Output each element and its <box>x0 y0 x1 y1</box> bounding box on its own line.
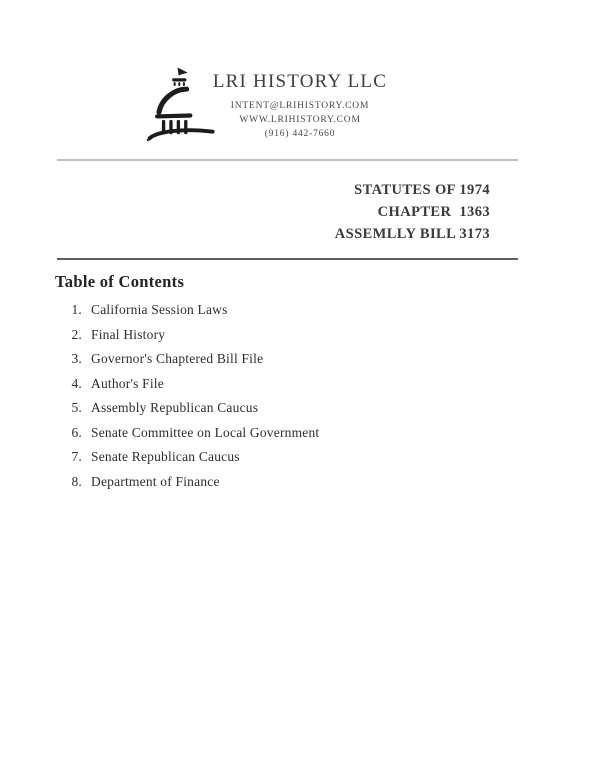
toc-item-number: 2. <box>71 326 82 342</box>
toc-item-number: 4. <box>71 375 82 391</box>
statutes-line: STATUTES OF 1974 <box>354 182 490 198</box>
toc-item <box>0 351 600 376</box>
toc-item-number: 1. <box>71 302 82 317</box>
company-name: LRI HISTORY LLC <box>212 71 388 92</box>
toc-item-number: 8. <box>71 473 82 489</box>
toc-item-label: Department of Finance <box>91 473 220 489</box>
toc-item-label: Governor's Chaptered Bill File <box>91 351 264 366</box>
assembly-bill-line: ASSEMLLY BILL 3173 <box>334 226 490 242</box>
toc-item <box>0 449 600 474</box>
toc-item-number: 5. <box>71 400 82 415</box>
company-website: WWW.LRIHISTORY.COM <box>239 115 361 125</box>
toc-item-label: Assembly Republican Caucus <box>91 400 259 415</box>
toc-item <box>0 302 600 327</box>
toc-item <box>0 425 600 450</box>
toc-item <box>0 474 600 499</box>
toc-item-number: 6. <box>71 424 82 440</box>
company-phone: (916) 442-7660 <box>264 129 336 139</box>
chapter-line: CHAPTER 1363 <box>377 204 490 220</box>
toc-list <box>0 302 600 498</box>
toc-item <box>0 376 600 401</box>
divider-rule-top <box>57 159 518 161</box>
toc-item-label: Senate Republican Caucus <box>91 449 240 464</box>
divider-rule-bottom <box>57 258 518 260</box>
toc-title: Table of Contents <box>55 272 185 291</box>
company-email: INTENT@LRIHISTORY.COM <box>230 101 370 111</box>
toc-item-number: 3. <box>71 351 82 366</box>
toc-item-label: Author's File <box>91 375 164 391</box>
toc-item <box>0 327 600 352</box>
toc-item-label: California Session Laws <box>91 302 228 317</box>
toc-item-label: Final History <box>91 326 166 342</box>
statute-reference-block <box>335 179 490 245</box>
toc-item-label: Senate Committee on Local Government <box>91 424 320 440</box>
toc-item-number: 7. <box>71 449 82 464</box>
letterhead <box>0 71 600 141</box>
toc-item <box>0 400 600 425</box>
